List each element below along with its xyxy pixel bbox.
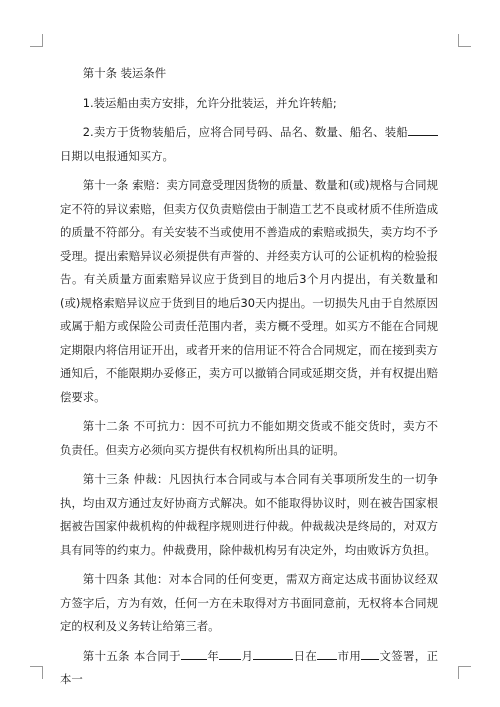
blank-ship-date (408, 123, 438, 136)
crop-mark-top-right (458, 34, 471, 47)
crop-mark-bottom-left (30, 666, 43, 679)
article-15-end: 文签署，正本一 (60, 648, 438, 686)
blank-city (317, 647, 337, 660)
blank-year (181, 647, 207, 660)
article-11-claims: 第十一条 索赔：卖方同意受理因货物的质量、数量和(或)规格与合同规定不符的异议索赔，但卖方仅负责赔偿由于制造工艺不良或材质不佳所造成的质量不符部分。有关安装不当或使用不善造成的索赔或损失，卖方均不予受理。提出索赔异议必须提供有声誉的、并经卖方认可的公证机构的检验报告。有关质量方面索赔异议应于货到目的地后3个月内提出，有关数量和(或)规格索赔异议应于货到目的地后30天内提出。一切损失凡由于自然原因或属于船方或保险公司责任范围内者，卖方概不受理。如买方不能在合同规定期限内将信用证开出，或者开来的信用证不符合合同规定，而在接到卖方通知后，不能限期办妥修正，卖方可以撤销合同或延期交货，并有权提出赔偿要求。 (60, 178, 438, 404)
article-13-arbitration: 第十三条 仲裁：凡因执行本合同或与本合同有关事项所发生的一切争执，均由双方通过友好协商方式解决。如不能取得协议时，则在被告国家根据被告国家仲裁机构的仲裁程序规则进行仲裁。仲裁裁决是终局的，对双方具有同等的约束力。仲裁费用，除仲裁机构另有决定外，均由败诉方负担。 (60, 472, 438, 557)
article-10-item-2-text-b: 日期以电报通知买方。 (60, 148, 174, 163)
article-15-year: 年 (206, 648, 220, 663)
article-10-item-1: 1.装运船由卖方安排，允许分批装运，并允许转船; (82, 95, 337, 110)
article-14-others: 第十四条 其他：对本合同的任何变更，需双方商定达成书面协议经双方签字后，方为有效，任何一方在未取得对方书面同意前，无权将本合同规定的权利及义务转让给第三者。 (60, 572, 438, 633)
blank-month (219, 647, 241, 660)
blank-language (361, 647, 379, 660)
article-10-title: 第十条 装运条件 (82, 66, 167, 80)
article-10-item-2-text-a: 2.卖方于货物装船后，应将合同号码、品名、数量、船名、装船 (82, 125, 408, 139)
article-12-force-majeure: 第十二条 不可抗力：因不可抗力不能如期交货或不能交货时，卖方不负责任。但卖方必须向买方提供有权机构所出具的证明。 (60, 419, 438, 457)
article-15-signing (60, 645, 438, 692)
article-15-city: 市用 (337, 648, 362, 663)
document-page (60, 62, 438, 698)
article-15-text-a: 第十五条 本合同于 (82, 648, 181, 663)
crop-mark-top-left (30, 34, 43, 47)
article-15-month: 月 (241, 648, 254, 663)
blank-day (253, 647, 293, 660)
article-10-item-2 (60, 121, 438, 168)
crop-mark-bottom-right (458, 666, 471, 679)
article-15-day: 日在 (293, 648, 318, 663)
